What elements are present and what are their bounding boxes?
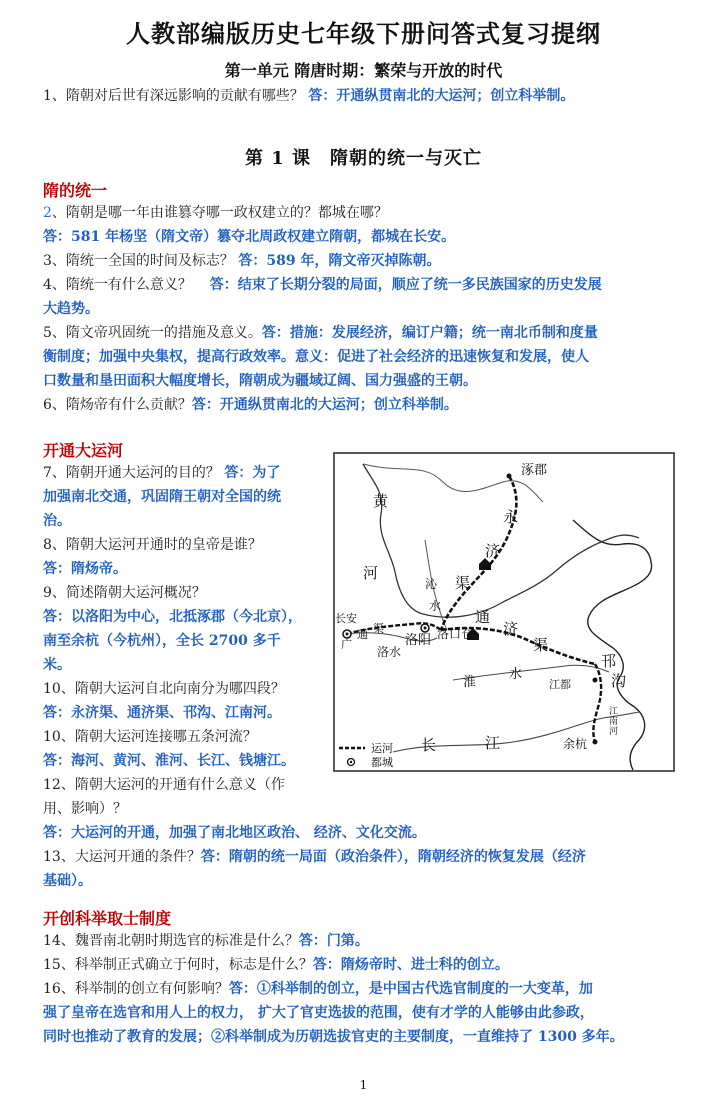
question-10b: 10、隋朝大运河连接哪五条河流？ [43,729,257,745]
answer-text: 答：措施：发展经济，编订户籍；统一南北币制和度量 [261,325,598,341]
city-marker-zhuojun [507,474,512,479]
answer-text: 答：①科举制的创立，是中国古代选官制度的一大变革，加 [228,981,593,997]
label-tong-2: 通 [475,608,491,626]
question-text: 7、隋朝开通大运河的目的？ [43,465,220,481]
question-2 [43,201,388,225]
question-text: 5、隋文帝巩固统一的措施及意义。 [43,325,262,341]
label-qu-2: 渠 [373,622,384,635]
label-zhuojun: 涿郡 [521,463,548,478]
label-han: 邗 [601,652,617,670]
answer-7-cont-2: 治。 [43,513,71,529]
question-5 [43,321,598,345]
question-text: 13、大运河开通的条件？ [43,849,201,865]
label-jiangnan-2: 南 [609,717,619,727]
answer-text: 答：结束了长期分裂的局面，顺应了统一多民族国家的历史发展 [209,277,602,293]
section-heading-grand-canal: 开通大运河 [43,441,124,460]
label-guang: 广 [341,638,352,651]
city-marker-jiangdu [593,678,598,683]
legend-capital-label: 都城 [371,756,393,769]
legend-canal-label: 运河 [371,742,393,755]
question-text: 15、科举制正式确立于何时，标志是什么？ [43,957,313,973]
section-heading-imperial-exam: 开创科举取士制度 [43,909,172,928]
label-shui: 水 [429,599,442,613]
label-chang: 长 [421,736,437,754]
answer-text: 答：开通纵贯南北的大运河；创立科举制。 [308,88,575,104]
label-gou: 沟 [611,672,627,690]
answer-text: 答：开通纵贯南北的大运河；创立科举制。 [191,397,458,413]
answer-4-cont: 大趋势。 [43,301,99,317]
answer-5-cont-2: 口数量和垦田面积大幅度增长，隋朝成为疆域辽阔、国力强盛的王朝。 [43,373,477,389]
label-yuhang: 余杭 [563,737,588,751]
answer-13-cont: 基础）。 [43,873,92,889]
question-6 [43,393,458,417]
answer-9-1: 答：以洛阳为中心，北抵涿郡（今北京）， [43,609,302,625]
answer-text: 答：为了 [224,465,281,481]
label-ji-2: 济 [503,620,519,638]
question-7 [43,461,280,485]
lesson-title: 第 1 课 隋朝的统一与灭亡 [244,148,483,169]
question-12-2: 用、影响）？ [43,801,127,817]
question-text: 1、隋朝对后世有深远影响的贡献有哪些？ [43,88,304,104]
question-4 [43,273,602,297]
legend-capital-dot [350,761,352,763]
answer-9-2: 南至余杭（今杭州），全长 2700 多千 [43,633,281,649]
answer-8: 答：隋炀帝。 [43,561,127,577]
answer-text: 答：589 年，隋文帝灭掉陈朝。 [238,253,441,269]
question-13 [43,845,586,869]
answer-10b: 答：海河、黄河、淮河、长江、钱塘江。 [43,753,295,769]
answer-5-cont-1: 衡制度；加强中央集权，提高行政效率。意义：促进了社会经济的迅速恢复和发展，使人 [43,349,589,365]
capital-dot [424,627,427,630]
question-number: 2 [43,205,52,221]
question-text: 4、隋统一有什么意义？ [43,277,192,293]
label-jiangnan-1: 江 [609,707,619,717]
grand-canal-map [333,452,675,772]
label-tong-1: 通 [357,628,368,641]
answer-text: 答：隋炀帝时、进士科的创立。 [312,957,509,973]
answer-9-3: 米。 [43,657,71,673]
answer-text: 答：门第。 [298,933,369,949]
question-3 [43,249,440,273]
label-jiangnan-3: 河 [609,727,619,737]
label-changan: 长安 [335,612,357,625]
question-text: 14、魏晋南北朝时期选官的标准是什么？ [43,933,299,949]
question-9: 9、简述隋朝大运河概况？ [43,585,206,601]
answer-text: 答：隋朝的统一局面（政治条件），隋朝经济的恢复发展（经济 [200,849,586,865]
question-12-1: 12、隋朝大运河的开通有什么意义（作 [43,777,285,793]
label-jiang: 江 [485,734,501,752]
label-huai: 淮 [463,675,477,690]
label-qu-1: 渠 [455,574,471,592]
answer-10a: 答：永济渠、通济渠、邗沟、江南河。 [43,705,281,721]
label-shui-2: 水 [509,667,523,682]
question-16 [43,977,593,1001]
question-8: 8、隋朝大运河开通时的皇帝是谁？ [43,537,262,553]
section-heading-unification: 隋的统一 [43,181,108,200]
question-text: 6、隋炀帝有什么贡献？ [43,397,192,413]
answer-7-cont-1: 加强南北交通，巩固隋王朝对全国的统 [43,489,281,505]
label-yong: 永 [503,508,519,526]
capital-dot [346,633,349,636]
question-1 [43,84,574,108]
unit-title: 第一单元 隋唐时期：繁荣与开放的时代 [224,61,503,80]
label-qu-3: 渠 [533,636,549,654]
label-luoshui: 洛水 [377,645,402,659]
label-ji-1: 济 [485,542,501,560]
page-number: 1 [359,1078,368,1092]
label-luoyang: 洛阳 [405,633,432,648]
question-14 [43,929,369,953]
question-text: 、隋朝是哪一年由谁篡夺哪一政权建立的？都城在哪？ [51,205,388,221]
answer-2: 答：581 年杨坚（隋文帝）篡夺北周政权建立隋朝，都城在长安。 [43,229,456,245]
page-title: 人教部编版历史七年级下册问答式复习提纲 [126,19,601,48]
question-15 [43,953,509,977]
city-marker-yuhang [593,740,598,745]
label-jiangdu: 江都 [549,678,571,691]
question-text: 3、隋统一全国的时间及标志？ [43,253,234,269]
answer-16-cont-1: 强了皇帝在选官和用人上的权力， 扩大了官吏选拔的范围，使有才学的人能够由此参政， [43,1005,594,1021]
answer-16-cont-2: 同时也推动了教育的发展；②科举制成为历朝选拔官吏的主要制度，一直维持了 1300 多年。 [43,1029,624,1045]
label-huang: 黄 [373,492,389,510]
question-text: 16、科举制的创立有何影响？ [43,981,229,997]
question-10a: 10、隋朝大运河自北向南分为哪四段？ [43,681,285,697]
answer-12: 答：大运河的开通，加强了南北地区政治、 经济、文化交流。 [43,825,426,841]
label-he: 河 [363,564,379,582]
label-qin: 沁 [425,577,438,591]
label-luokoucang: 洛口仓 [437,627,474,641]
